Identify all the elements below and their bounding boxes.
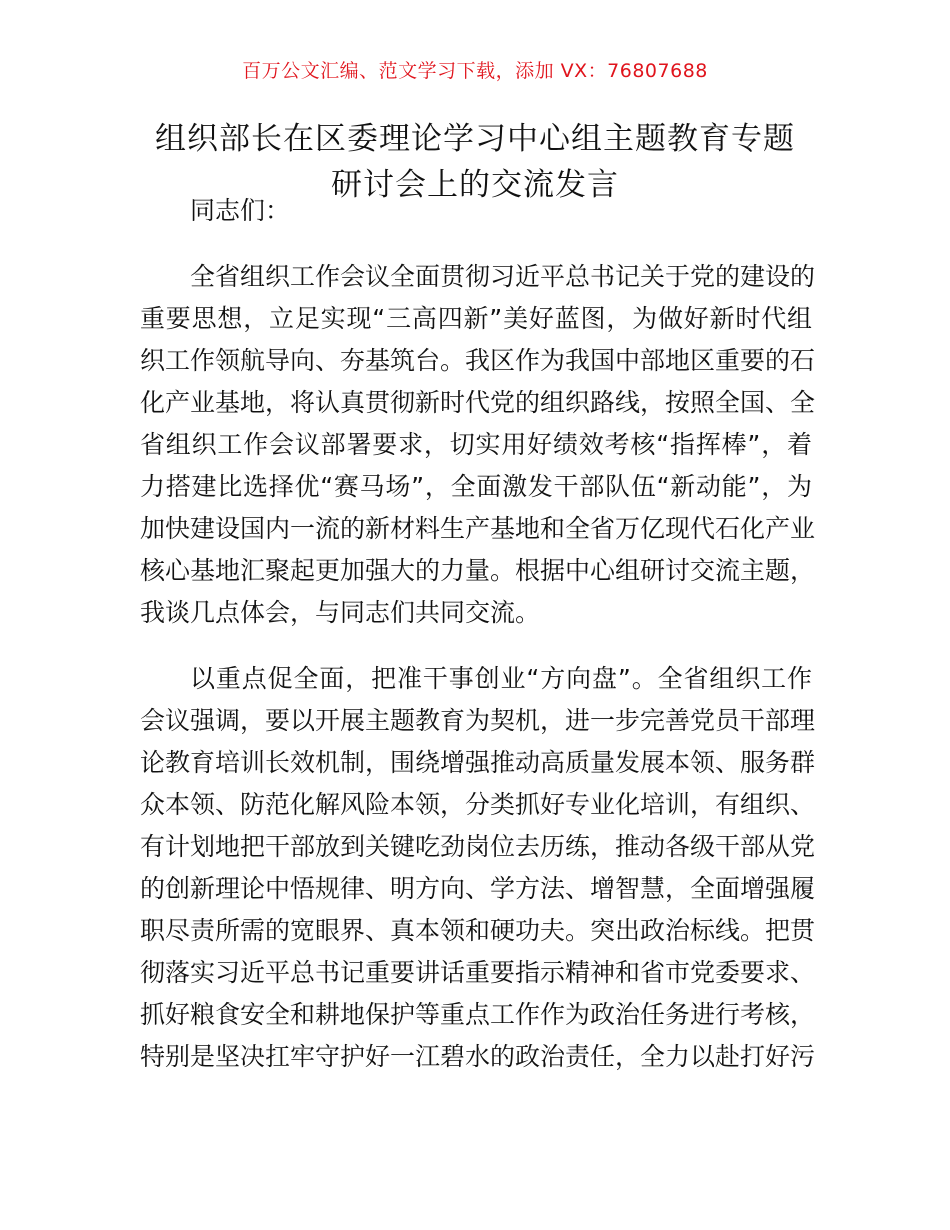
paragraph-line: 核心基地汇聚起更加强大的力量。根据中心组研讨交流主题， bbox=[140, 556, 816, 585]
paragraph-line: 彻落实习近平总书记重要讲话重要指示精神和省市党委要求、 bbox=[140, 958, 816, 987]
document-body bbox=[140, 190, 816, 1078]
paragraph-line: 织工作领航导向、夯基筑台。我区作为我国中部地区重要的石 bbox=[140, 346, 816, 375]
paragraph-line: 化产业基地，将认真贯彻新时代党的组织路线，按照全国、全 bbox=[140, 388, 816, 417]
paragraph-line: 特别是坚决扛牢守护好一江碧水的政治责任，全力以赴打好污 bbox=[140, 1042, 816, 1071]
header-promo-note: 百万公文汇编、范文学习下载，添加 VX：76807688 bbox=[242, 60, 708, 82]
paragraph-line: 我谈几点体会，与同志们共同交流。 bbox=[140, 598, 541, 627]
paragraph-line: 的创新理论中悟规律、明方向、学方法、增智慧，全面增强履 bbox=[140, 874, 816, 903]
paragraph-line: 省组织工作会议部署要求，切实用好绩效考核“指挥棒”，着 bbox=[140, 430, 812, 459]
title-line: 研讨会上的交流发言 bbox=[331, 167, 619, 203]
paragraph-line: 众本领、防范化解风险本领，分类抓好专业化培训，有组织、 bbox=[140, 790, 816, 819]
paragraph-line: 职尽责所需的宽眼界、真本领和硬功夫。突出政治标线。把贯 bbox=[140, 916, 816, 945]
paragraph-line: 抓好粮食安全和耕地保护等重点工作作为政治任务进行考核， bbox=[140, 1000, 816, 1029]
paragraph-line: 会议强调，要以开展主题教育为契机，进一步完善党员干部理 bbox=[140, 706, 816, 735]
paragraph-line: 论教育培训长效机制，围绕增强推动高质量发展本领、服务群 bbox=[140, 748, 816, 777]
paragraph-2 bbox=[140, 658, 816, 1078]
salutation: 同志们： bbox=[190, 196, 291, 225]
paragraph-line: 力搭建比选择优“赛马场”，全面激发干部队伍“新动能”，为 bbox=[140, 472, 812, 501]
title-line: 组织部长在区委理论学习中心组主题教育专题 bbox=[155, 121, 795, 157]
paragraph-line: 有计划地把干部放到关键吃劲岗位去历练，推动各级干部从党 bbox=[140, 832, 816, 861]
paragraph-line: 全省组织工作会议全面贯彻习近平总书记关于党的建设的 bbox=[190, 262, 816, 291]
paragraph-line: 加快建设国内一流的新材料生产基地和全省万亿现代石化产业 bbox=[140, 514, 816, 543]
paragraph-line: 以重点促全面，把准干事创业“方向盘”。全省组织工作 bbox=[190, 664, 812, 693]
paragraph-1 bbox=[140, 256, 816, 634]
paragraph-line: 重要思想，立足实现“三高四新”美好蓝图，为做好新时代组 bbox=[140, 304, 812, 333]
